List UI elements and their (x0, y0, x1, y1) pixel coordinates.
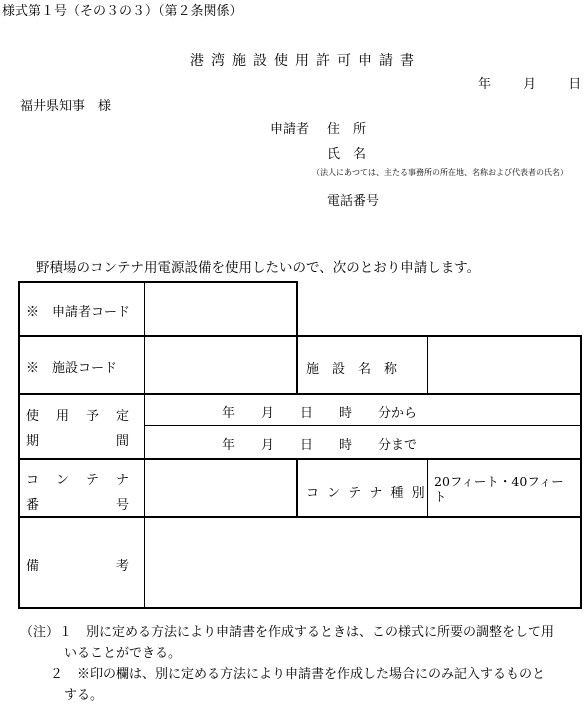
table-border-row3-bottom (18, 458, 582, 460)
period-to: 年 月 日 時 分まで (222, 438, 418, 453)
addressee: 福井県知事 様 (20, 99, 112, 114)
applicant-code-label: ※ 申請者コード (26, 305, 131, 320)
period-label-line2: 期 間 (26, 434, 132, 449)
table-border-top-short (18, 281, 298, 283)
note-2-prefix: ２ (50, 667, 64, 682)
table-border-bottom (18, 607, 582, 609)
table-row4-type-divider (427, 458, 428, 518)
table-border-left (18, 281, 20, 609)
facility-name-label: 施 設 名 称 (306, 362, 398, 377)
notes (20, 622, 580, 706)
table-row2-mid-divider (296, 335, 298, 395)
table-row4-mid-divider (296, 458, 298, 518)
container-type-label: コ ン テ ナ 種 別 (306, 486, 427, 501)
table-border-row4-bottom (18, 516, 582, 518)
table-border-row1-bottom (18, 335, 582, 337)
note-2-line-2: する。 (64, 688, 104, 703)
note-1-text: 別に定める方法により申請書を作成するときは、この様式に所要の調整をして用 (86, 625, 555, 640)
container-no-label-line2: 番 号 (26, 498, 132, 513)
applicant-label: 申請者 (270, 122, 310, 137)
date-field: 年 月 日 (478, 77, 582, 92)
lead-text: 野積場のコンテナ用電源設備を使用したいので、次のとおり申請します。 (36, 260, 481, 276)
remarks-label: 備 考 (26, 559, 132, 574)
name-label: 氏 名 (327, 147, 367, 162)
form-number: 様式第１号（その３の３）（第２条関係） (2, 4, 243, 19)
table-border-row2-bottom (18, 393, 582, 395)
phone-label: 電話番号 (327, 194, 380, 209)
table-border-right (580, 335, 582, 609)
period-label-line1: 使 用 予 定 (26, 409, 132, 424)
container-no-label-line1: コ ン テ ナ (26, 473, 132, 488)
address-label: 住 所 (327, 122, 367, 137)
document-title: 港湾施設使用許可申請書 (190, 53, 421, 69)
note-1-prefix: （注）１ (20, 625, 73, 640)
container-type-value: 20フィート・40フィート (434, 474, 564, 504)
note-1-line-2: いることができる。 (64, 646, 182, 661)
table-border-period-mid (145, 425, 582, 426)
table-label-col-divider (144, 281, 145, 609)
facility-code-label: ※ 施設コード (26, 361, 118, 376)
table-row2-name-divider (427, 335, 428, 395)
period-from: 年 月 日 時 分から (222, 406, 418, 421)
note-2-line-1 (20, 664, 580, 685)
note-2-text: ※印の欄は、別に定める方法により申請書を作成した場合にのみ記入するものと (77, 667, 546, 682)
table-row1-right (296, 281, 298, 337)
corporate-note: （法人にあつては、主たる事務所の所在地、名称および代表者の氏名） (312, 168, 568, 177)
note-1-line-1 (20, 622, 580, 643)
